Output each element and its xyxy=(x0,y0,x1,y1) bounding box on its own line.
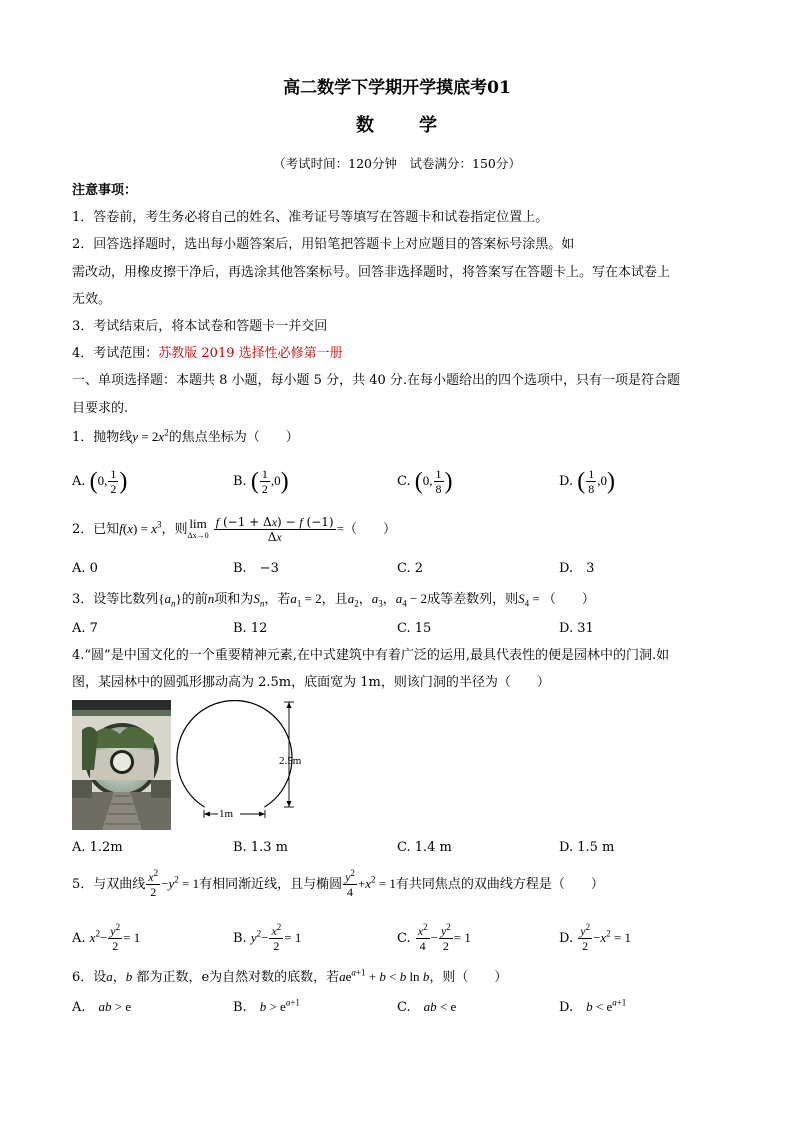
q3-t1: 的前 xyxy=(181,592,208,607)
q2-suffix: （ ） xyxy=(343,522,396,537)
q5-c-label: C. xyxy=(397,931,411,946)
q3-t3: ，若 xyxy=(264,592,291,607)
q5-option-a: A. $x^2-$ $\frac{y^2}{2}$ = 1 xyxy=(72,922,141,953)
q6-option-d: D. $b < e^{a+1}$ xyxy=(559,997,627,1015)
q6-d-label: D. xyxy=(559,1000,574,1015)
q6-option-c: C. ab < e xyxy=(397,999,457,1015)
exam-title: 高二数学下学期开学摸底考01 xyxy=(283,78,511,98)
q2-prefix: 2．已知 xyxy=(72,522,120,537)
q1-d-label: D. xyxy=(559,474,574,489)
q1-option-d: D. ( $\frac{1}{8}$ ,0) xyxy=(559,467,615,496)
q5-mid-2: 有共同焦点的双曲线方程是（ ） xyxy=(395,877,604,892)
q1-a-label: A. xyxy=(72,474,86,489)
note-4-range: 苏教版 2019 选择性必修第一册 xyxy=(158,346,343,361)
q2-option-c: C. 2 xyxy=(397,561,424,576)
q6-t1: 都为正数，e为自然对数的底数，若 xyxy=(136,970,340,985)
q2-mid: ，则 xyxy=(161,522,188,537)
q2-option-a: A. 0 xyxy=(72,561,98,576)
notes-heading: 注意事项： xyxy=(72,183,138,198)
q6-option-b: B. $b > e^{a+1}$ xyxy=(233,997,300,1015)
q3-option-d: D. 31 xyxy=(559,621,594,636)
diagram-width-label: 1m xyxy=(219,808,234,820)
q4-option-c: C. 1.4 m xyxy=(397,840,452,855)
subject-heading xyxy=(0,117,794,135)
q1-b-label: B. xyxy=(233,474,247,489)
q3-t2: 项和为 xyxy=(214,592,254,607)
q1-option-a: A. (0, $\frac{1}{2}$ ) xyxy=(72,467,128,496)
q3-t4: ，且 xyxy=(321,592,348,607)
q5-b-label: B. xyxy=(233,931,247,946)
q3-option-c: C. 15 xyxy=(397,621,432,636)
q5-a-label: A. xyxy=(72,931,86,946)
q6-b-label: B. xyxy=(233,1000,247,1015)
q6-a-label: A. xyxy=(72,1000,86,1015)
q1-option-c: C. (0, $\frac{1}{8}$ ) xyxy=(397,467,453,496)
note-3: 3．考试结束后，将本试卷和答题卡一并交回 xyxy=(72,319,328,334)
q3-option-b: B. 12 xyxy=(233,621,268,636)
q4-option-a: A. 1.2m xyxy=(72,840,123,855)
q2-option-b: B. −3 xyxy=(233,561,279,576)
q4-option-b: B. 1.3 m xyxy=(233,840,288,855)
question-1 xyxy=(72,428,299,447)
note-4-prefix: 4．考试范围： xyxy=(72,346,159,361)
section-1-line-2: 目要求的. xyxy=(72,401,129,416)
q3-t5: 成等差数列，则 xyxy=(427,592,519,607)
q3-prefix: 3．设等比数列 xyxy=(72,592,159,607)
subject-char-1: 数 xyxy=(356,115,375,136)
q6-t2: ，则（ ） xyxy=(429,970,508,985)
section-1-line-1: 一、单项选择题：本题共 8 小题，每小题 5 分，共 40 分.在每小题给出的四个选项中，只有一项是符合题 xyxy=(72,373,681,388)
q3-t6: （ ） xyxy=(542,592,595,607)
q1-suffix: 的焦点坐标为（ ） xyxy=(168,430,299,445)
q4-option-d: D. 1.5 m xyxy=(559,840,615,855)
note-4 xyxy=(72,345,343,363)
question-6: 6．设a，b 都为正数，e为自然对数的底数，若$ae^{a+1} + b < b$ ln b，则（ ） xyxy=(72,967,508,985)
q5-option-d: D. $\frac{y^2}{2}$ $-x^2 = 1$ xyxy=(559,922,632,953)
q5-option-b: B. $y^2-$ $\frac{x^2}{2}$ = 1 xyxy=(233,922,302,953)
q5-prefix: 5．与双曲线 xyxy=(72,877,146,892)
q1-prefix: 1．抛物线 xyxy=(72,430,133,445)
note-1: 1．答卷前，考生务必将自己的姓名、准考证号等填写在答题卡和试卷指定位置上。 xyxy=(72,210,549,225)
question-5: 5．与双曲线 $\frac{x^2}{2}$ $-y^2 = 1$有相同渐近线，且与椭圆 $\frac{y^2}{4}$ $+x^2 = 1$有共同焦点的双曲线方程是（ ） xyxy=(72,868,604,899)
q5-d-label: D. xyxy=(559,931,574,946)
q1-option-b: B. ( $\frac{1}{2}$ ,0) xyxy=(233,467,289,496)
exam-info: （考试时间：120分钟 试卷满分：150分） xyxy=(273,156,521,171)
note-2-line-1: 2．回答选择题时，选出每小题答案后，用铅笔把答题卡上对应题目的答案标号涂黑。如 xyxy=(72,237,575,252)
q1-formula: $y = 2x^2$ xyxy=(132,427,169,444)
q6-option-a: A. ab > e xyxy=(72,999,132,1015)
question-4-line-2: 图，某园林中的圆弧形挪动高为 2.5m，底面宽为 1m，则该门洞的半径为（ ） xyxy=(72,675,550,690)
q1-c-label: C. xyxy=(397,474,411,489)
q6-prefix: 6．设 xyxy=(72,970,107,985)
note-2-line-2: 需改动，用橡皮擦干净后，再选涂其他答案标号。回答非选择题时，将答案写在答题卡上。写在本试卷上 xyxy=(72,265,671,280)
q6-c-label: C. xyxy=(397,1000,411,1015)
q5-mid-1: 有相同渐近线，且与椭圆 xyxy=(199,877,343,892)
moon-gate-photo xyxy=(72,700,171,830)
question-2: 2．已知$f(x) = x^3$，则 lim Δx→0 $\frac{f (-1 + \Delta x) - f (-1)}{\Delta x}$ =（ ） xyxy=(72,515,396,544)
note-2-line-3: 无效。 xyxy=(72,292,112,307)
subject-char-2: 学 xyxy=(419,115,438,136)
q3-option-a: A. 7 xyxy=(72,621,98,636)
question-3: 3．设等比数列$\{a_n\}$的前n项和为$S_n$，若$a_1 = 2$，且$a_2$，$a_3$，$a_4 - 2$成等差数列，则$S_4$ = （ ） xyxy=(72,591,595,609)
diagram-height-label: 2.5m xyxy=(279,755,302,767)
q2-option-d: D. 3 xyxy=(559,561,595,576)
q5-option-c: C. $\frac{x^2}{4}$ − $\frac{y^2}{2}$ = 1 xyxy=(397,922,471,953)
question-4-line-1: 4.“圆”是中国文化的一个重要精神元素,在中式建筑中有着广泛的运用,最具代表性的便是园林中的门洞.如 xyxy=(72,648,670,663)
